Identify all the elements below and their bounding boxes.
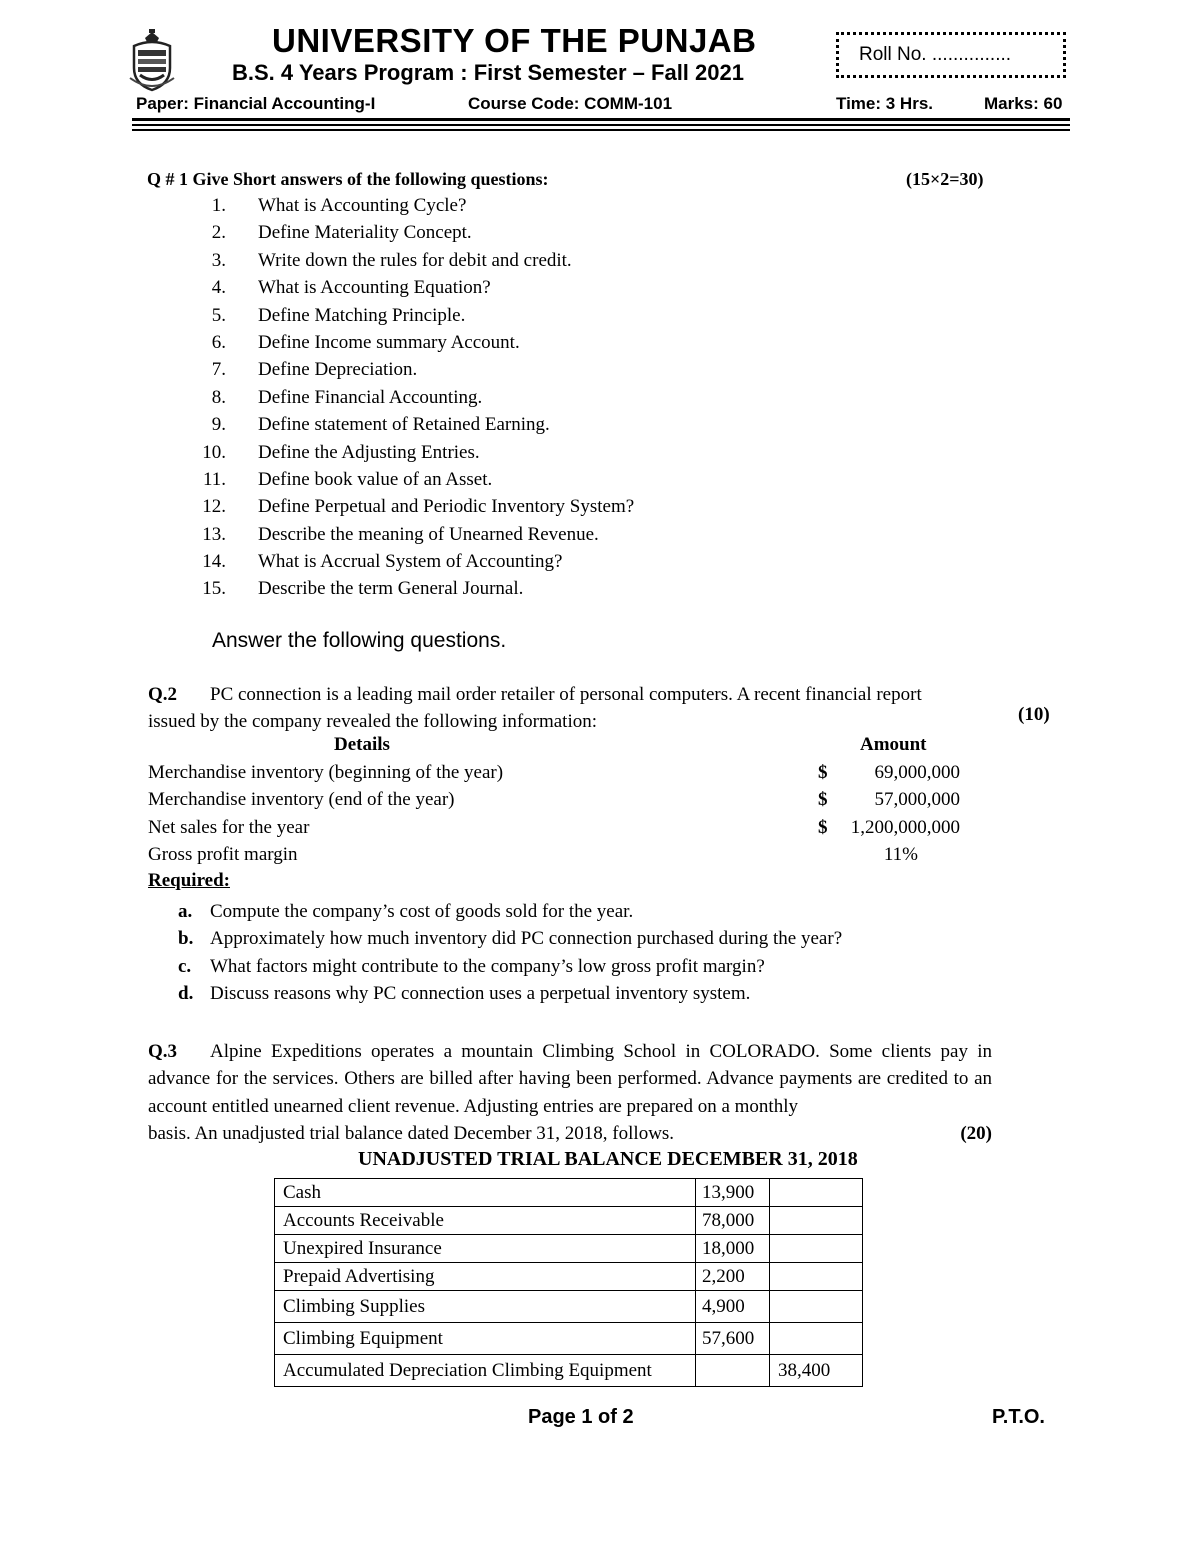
account-cell: Accumulated Depreciation Climbing Equipment <box>275 1355 696 1387</box>
table-row <box>275 1235 863 1263</box>
debit-cell: 57,600 <box>696 1323 770 1355</box>
question-number: 4. <box>211 277 226 299</box>
trial-balance-table <box>274 1178 863 1387</box>
question-text: Define Depreciation. <box>258 359 418 381</box>
item-text: What factors might contribute to the company’s low gross profit margin? <box>210 955 765 977</box>
question-text: Write down the rules for debit and credit. <box>258 249 572 271</box>
account-cell: Accounts Receivable <box>275 1207 696 1235</box>
row-amount: 11% <box>883 844 918 865</box>
table-row <box>275 1291 863 1323</box>
university-crest-logo <box>128 28 176 92</box>
row-amount: 69,000,000 <box>874 762 960 783</box>
table-row <box>148 814 968 841</box>
question-number: 3. <box>211 249 226 271</box>
question-number: 11. <box>202 468 226 490</box>
q3-paragraph <box>148 1038 992 1148</box>
list-item <box>190 329 890 356</box>
please-turn-over: P.T.O. <box>992 1406 1045 1428</box>
q3-text: Alpine Expeditions operates a mountain Climbing School in COLORADO. Some clients pay in advance for the services. Others are billed after having been performed. Advance payments are credited to an account entitled unearned client revenue. Adjusting entries are prepared on a monthly <box>148 1041 992 1117</box>
debit-cell: 4,900 <box>696 1291 770 1323</box>
q3-marks: (20) <box>960 1123 992 1145</box>
list-item <box>190 302 890 329</box>
header-rule-bottom <box>132 129 1070 131</box>
q2-intro-text-1: PC connection is a leading mail order retailer of personal computers. A recent financial report <box>210 684 922 705</box>
item-letter: d. <box>178 983 194 1005</box>
row-amount: 57,000,000 <box>874 789 960 810</box>
q3-last-line <box>148 1120 992 1147</box>
trial-balance-title: UNADJUSTED TRIAL BALANCE DECEMBER 31, 2018 <box>358 1148 858 1170</box>
debit-cell <box>696 1355 770 1387</box>
q2-number: Q.2 <box>148 684 178 705</box>
list-item <box>190 274 890 301</box>
q2-marks: (10) <box>1018 704 1050 725</box>
q2-intro-line-1 <box>148 681 1008 708</box>
program-line: B.S. 4 Years Program : First Semester – Fall 2021 <box>232 60 744 85</box>
question-text: What is Accounting Equation? <box>258 277 491 299</box>
row-amount: 1,200,000,000 <box>850 817 960 838</box>
credit-cell <box>770 1179 863 1207</box>
question-text: Define Financial Accounting. <box>258 386 483 408</box>
university-title: UNIVERSITY OF THE PUNJAB <box>272 22 757 59</box>
question-number: 1. <box>211 195 226 216</box>
credit-cell <box>770 1235 863 1263</box>
question-number: 13. <box>202 523 226 545</box>
list-item <box>190 192 890 219</box>
debit-cell: 78,000 <box>696 1207 770 1235</box>
table-row <box>148 841 968 868</box>
list-item <box>190 356 890 383</box>
question-text: Define book value of an Asset. <box>258 468 493 490</box>
debit-cell: 13,900 <box>696 1179 770 1207</box>
list-item <box>190 219 890 246</box>
exam-time: Time: 3 Hrs. <box>836 94 934 113</box>
list-item <box>190 493 890 520</box>
row-label: Merchandise inventory (end of the year) <box>148 789 455 810</box>
q1-question-list <box>190 192 890 603</box>
item-letter: c. <box>178 955 192 977</box>
paper-name: Paper: Financial Accounting-I <box>136 94 376 113</box>
question-text: Define Materiality Concept. <box>258 222 472 244</box>
item-letter: b. <box>178 928 194 950</box>
page-number: Page 1 of 2 <box>528 1406 634 1428</box>
details-column-header: Details <box>334 734 390 755</box>
header-rule-top <box>132 118 1070 121</box>
amount-column-header: Amount <box>860 734 927 755</box>
question-text: Define Matching Principle. <box>258 304 466 326</box>
question-text: Define Perpetual and Periodic Inventory System? <box>258 496 635 518</box>
item-letter: a. <box>178 901 193 922</box>
list-item <box>190 247 890 274</box>
question-text: Define statement of Retained Earning. <box>258 414 550 436</box>
row-label: Merchandise inventory (beginning of the year) <box>148 762 504 783</box>
credit-cell <box>770 1263 863 1291</box>
list-item <box>190 466 890 493</box>
table-row <box>275 1179 863 1207</box>
list-item <box>190 548 890 575</box>
question-number: 2. <box>211 222 226 244</box>
account-cell: Unexpired Insurance <box>275 1235 696 1263</box>
row-label: Gross profit margin <box>148 844 298 865</box>
list-item <box>190 521 890 548</box>
question-number: 6. <box>211 331 226 353</box>
debit-cell: 18,000 <box>696 1235 770 1263</box>
table-row <box>275 1263 863 1291</box>
question-number: 9. <box>211 414 226 436</box>
question-text: Define the Adjusting Entries. <box>258 441 480 463</box>
credit-cell <box>770 1323 863 1355</box>
question-text: Define Income summary Account. <box>258 331 520 353</box>
roll-number-box <box>836 32 1066 78</box>
credit-cell <box>770 1207 863 1235</box>
account-cell: Climbing Supplies <box>275 1291 696 1323</box>
credit-cell <box>770 1291 863 1323</box>
account-cell: Climbing Equipment <box>275 1323 696 1355</box>
table-row <box>275 1207 863 1235</box>
table-row <box>275 1355 863 1387</box>
table-row <box>275 1323 863 1355</box>
question-number: 10. <box>202 441 226 463</box>
question-number: 14. <box>202 551 226 573</box>
currency-symbol: $ <box>818 762 828 783</box>
currency-symbol: $ <box>818 789 828 810</box>
list-item <box>190 411 890 438</box>
q1-marks: (15×2=30) <box>906 169 984 189</box>
exam-marks: Marks: 60 <box>984 94 1063 113</box>
table-row <box>148 759 968 786</box>
roll-number-label: Roll No. ............... <box>859 44 1012 65</box>
question-text: What is Accrual System of Accounting? <box>258 551 563 573</box>
list-item <box>190 439 890 466</box>
list-item <box>190 575 890 602</box>
currency-symbol: $ <box>818 817 828 838</box>
question-text: Describe the meaning of Unearned Revenue. <box>258 523 599 545</box>
credit-cell: 38,400 <box>770 1355 863 1387</box>
required-label: Required: <box>148 870 230 891</box>
question-number: 15. <box>202 578 226 600</box>
answer-section-heading: Answer the following questions. <box>212 629 507 652</box>
q2-intro-line-2: issued by the company revealed the following information: <box>148 711 598 732</box>
question-number: 7. <box>211 359 226 381</box>
account-cell: Cash <box>275 1179 696 1207</box>
item-text: Approximately how much inventory did PC connection purchased during the year? <box>210 928 843 950</box>
item-text: Discuss reasons why PC connection uses a perpetual inventory system. <box>210 983 751 1005</box>
debit-cell: 2,200 <box>696 1263 770 1291</box>
item-text: Compute the company’s cost of goods sold for the year. <box>210 901 634 922</box>
q1-heading: Q # 1 Give Short answers of the following questions: <box>147 169 549 189</box>
question-text: What is Accounting Cycle? <box>258 195 467 216</box>
list-item <box>190 384 890 411</box>
question-number: 12. <box>202 496 226 518</box>
question-number: 8. <box>211 386 226 408</box>
q3-text-last: basis. An unadjusted trial balance dated December 31, 2018, follows. <box>148 1123 675 1145</box>
header-rule-middle <box>132 124 1070 126</box>
row-label: Net sales for the year <box>148 817 310 838</box>
table-row <box>148 786 968 813</box>
question-text: Describe the term General Journal. <box>258 578 524 600</box>
question-number: 5. <box>211 304 226 326</box>
course-code: Course Code: COMM-101 <box>468 94 673 113</box>
q3-number: Q.3 <box>148 1041 178 1062</box>
account-cell: Prepaid Advertising <box>275 1263 696 1291</box>
